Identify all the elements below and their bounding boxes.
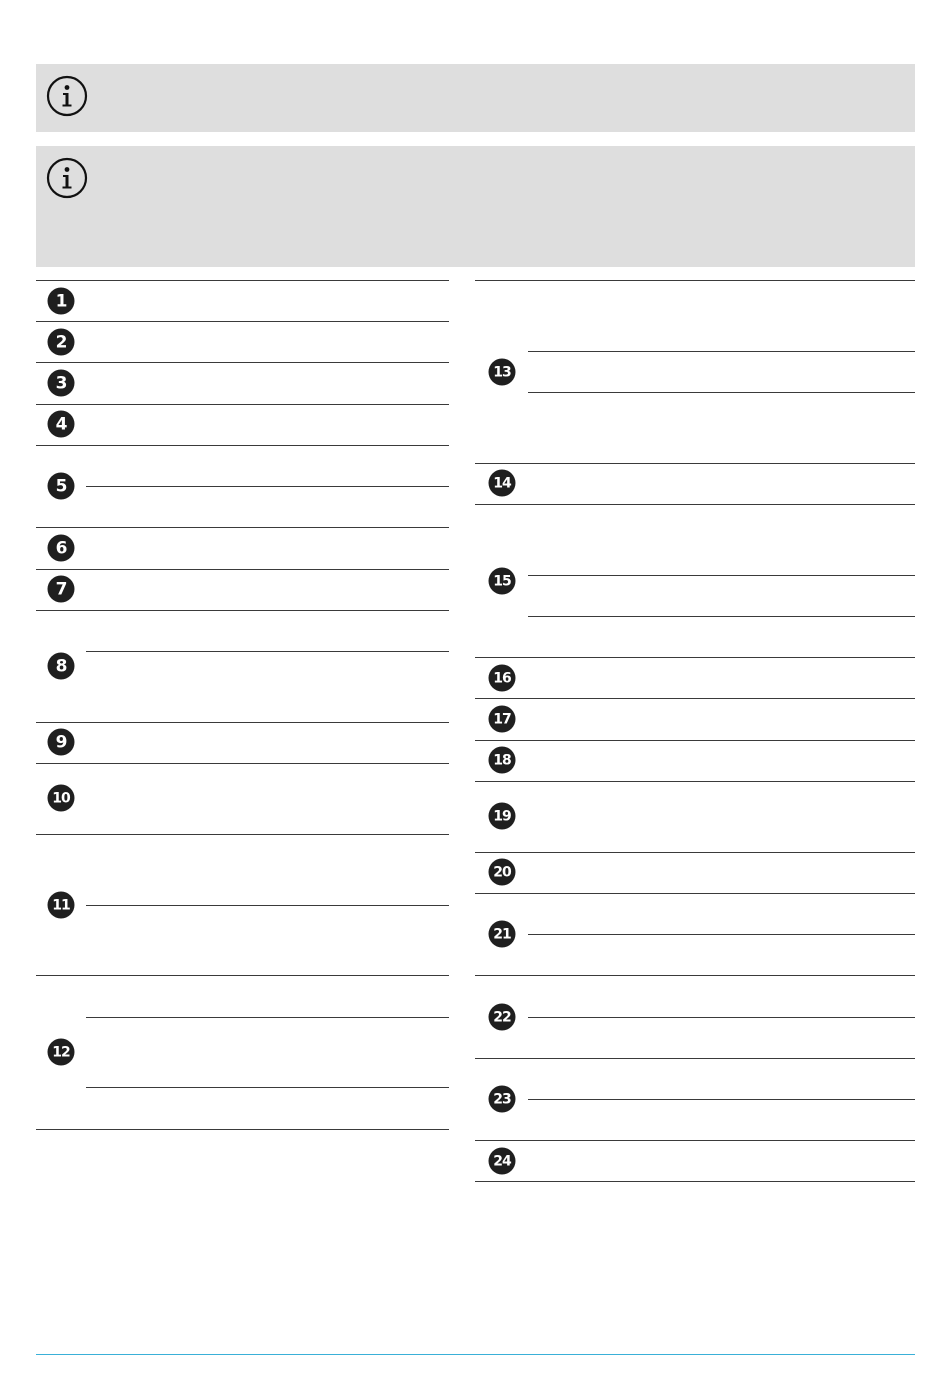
- legend-number-badge: 10: [48, 785, 75, 812]
- legend-number-badge: 12: [48, 1039, 75, 1066]
- sub-row-divider: [528, 351, 915, 352]
- row-divider: [475, 893, 915, 894]
- legend-number-badge: 16: [489, 665, 516, 692]
- legend-number-badge: 8: [48, 653, 75, 680]
- info-icon: [46, 75, 88, 117]
- legend-number-badge: 1: [48, 288, 75, 315]
- legend-number-badge: 21: [489, 921, 516, 948]
- footer-divider: [36, 1354, 915, 1355]
- row-divider: [475, 1058, 915, 1059]
- sub-row-divider: [86, 486, 449, 487]
- row-divider: [475, 1181, 915, 1182]
- sub-row-divider: [86, 651, 449, 652]
- legend-number-badge: 15: [489, 568, 516, 595]
- row-divider: [36, 610, 449, 611]
- row-divider: [475, 781, 915, 782]
- info-icon: [46, 157, 88, 199]
- info-note-2: [36, 146, 915, 267]
- row-divider: [36, 722, 449, 723]
- sub-row-divider: [86, 1087, 449, 1088]
- row-divider: [475, 975, 915, 976]
- sub-row-divider: [86, 905, 449, 906]
- legend-number-badge: 24: [489, 1148, 516, 1175]
- row-divider: [36, 834, 449, 835]
- legend-number-badge: 2: [48, 329, 75, 356]
- legend-number-badge: 17: [489, 706, 516, 733]
- row-divider: [36, 569, 449, 570]
- legend-number-badge: 20: [489, 859, 516, 886]
- row-divider: [475, 698, 915, 699]
- row-divider: [36, 362, 449, 363]
- sub-row-divider: [528, 575, 915, 576]
- row-divider: [36, 1129, 449, 1130]
- sub-row-divider: [528, 1017, 915, 1018]
- legend-number-badge: 18: [489, 747, 516, 774]
- legend-number-badge: 4: [48, 411, 75, 438]
- sub-row-divider: [528, 392, 915, 393]
- sub-row-divider: [528, 1099, 915, 1100]
- row-divider: [475, 504, 915, 505]
- legend-number-badge: 23: [489, 1086, 516, 1113]
- row-divider: [475, 463, 915, 464]
- legend-number-badge: 6: [48, 535, 75, 562]
- info-note-1: [36, 64, 915, 132]
- row-divider: [36, 280, 449, 281]
- row-divider: [36, 763, 449, 764]
- sub-row-divider: [528, 616, 915, 617]
- row-divider: [475, 740, 915, 741]
- legend-number-badge: 19: [489, 803, 516, 830]
- legend-number-badge: 11: [48, 892, 75, 919]
- row-divider: [475, 657, 915, 658]
- row-divider: [36, 321, 449, 322]
- sub-row-divider: [528, 934, 915, 935]
- legend-number-badge: 3: [48, 370, 75, 397]
- legend-number-badge: 9: [48, 729, 75, 756]
- legend-number-badge: 14: [489, 470, 516, 497]
- legend-number-badge: 22: [489, 1004, 516, 1031]
- sub-row-divider: [86, 1017, 449, 1018]
- legend-number-badge: 5: [48, 473, 75, 500]
- row-divider: [475, 1140, 915, 1141]
- row-divider: [36, 445, 449, 446]
- legend-number-badge: 13: [489, 359, 516, 386]
- row-divider: [475, 280, 915, 281]
- row-divider: [475, 852, 915, 853]
- legend-number-badge: 7: [48, 576, 75, 603]
- row-divider: [36, 975, 449, 976]
- row-divider: [36, 404, 449, 405]
- row-divider: [36, 527, 449, 528]
